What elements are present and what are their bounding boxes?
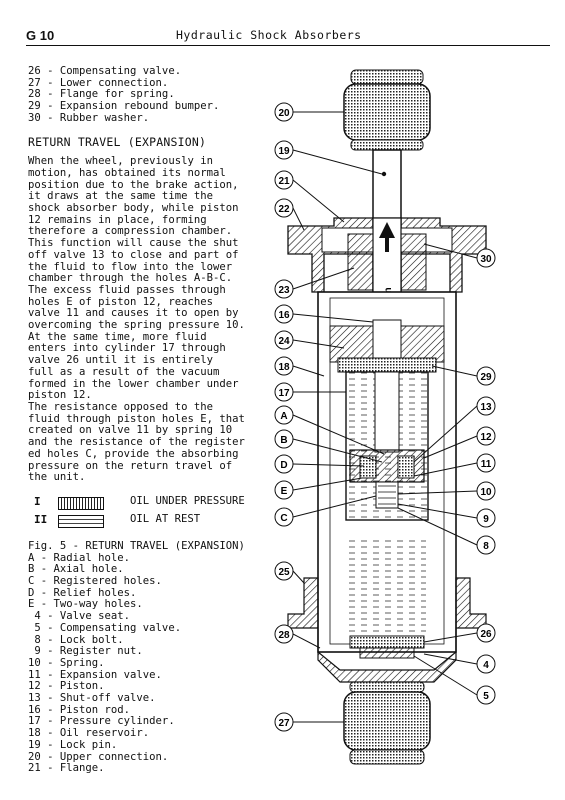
svg-text:19: 19 — [278, 146, 290, 157]
list-item: 16 - Piston rod. — [28, 703, 131, 716]
callout-27 — [275, 713, 344, 731]
shock-absorber-diagram — [264, 58, 554, 778]
upper-connection — [344, 70, 430, 150]
callout-25 — [275, 562, 304, 583]
svg-text:C: C — [280, 513, 288, 524]
rod-guide — [330, 320, 444, 372]
legend-item-pressure — [28, 495, 264, 513]
list-item: 12 - Piston. — [28, 680, 105, 693]
svg-text:16: 16 — [278, 310, 290, 321]
lock-pin — [382, 172, 386, 176]
page-header — [26, 27, 550, 46]
svg-text:26: 26 — [480, 629, 492, 640]
page-number: G 10 — [26, 28, 55, 43]
svg-text:8: 8 — [483, 541, 489, 552]
oil-at-rest — [348, 538, 426, 636]
list-item: 18 - Oil reservoir. — [28, 727, 150, 740]
svg-text:20: 20 — [278, 108, 290, 119]
svg-text:28: 28 — [278, 630, 290, 641]
svg-text:B: B — [280, 435, 288, 446]
page-title: Hydraulic Shock Absorbers — [176, 28, 362, 42]
figure-caption: Fig. 5 - RETURN TRAVEL (EXPANSION) — [28, 539, 245, 552]
callout-18 — [275, 357, 324, 376]
list-item: 17 - Pressure cylinder. — [28, 715, 175, 728]
list-item: 26 - Compensating valve. — [28, 65, 182, 77]
list-item: A - Radial hole. — [28, 551, 131, 564]
svg-text:25: 25 — [278, 567, 290, 578]
key-list — [28, 553, 264, 775]
section-title: RETURN TRAVEL (EXPANSION) — [28, 134, 207, 149]
list-item: D - Relief holes. — [28, 586, 137, 599]
svg-text:4: 4 — [483, 660, 489, 671]
list-item: 21 - Flange. — [28, 762, 105, 775]
list-item: 30 - Rubber washer. — [28, 111, 150, 124]
list-item: B - Axial hole. — [28, 563, 124, 576]
list-item: 5 - Compensating valve. — [28, 621, 182, 634]
legend-label: OIL UNDER PRESSURE — [130, 494, 245, 507]
legend-item-rest — [28, 513, 264, 531]
body-paragraph: When the wheel, previously in motion, has obtained its normal position due to the brake action, it draws at the same time the shock absorber body, while piston 12 remains in place, forming therefore a compression chamber. This function will cause the shut off valve 13 to close and part of the fluid to flow into the lower chamber through the holes A-B-C. The excess fluid passes through holes E of piston 12, reaches valve 11 and causes it to open by overcoming the spring pressure 10. At the same time, more fluid enters into cylinder 17 through valve 26 until it is entirely full as a result of the vacuum formed in the lower chamber under piston 12. The resistance opposed to the fluid through piston holes E, that created on valve 11 by spring 10 and the resistance of the register ed holes C, provide the absorbing pressure on the return travel of the unit. — [28, 155, 245, 484]
svg-text:27: 27 — [278, 718, 290, 729]
legend-label: OIL AT REST — [130, 512, 201, 525]
list-item: 10 - Spring. — [28, 656, 105, 669]
svg-text:22: 22 — [278, 204, 290, 215]
hatch-pressure-swatch — [58, 497, 104, 510]
svg-text:23: 23 — [278, 285, 290, 296]
legend-mark: II — [34, 512, 48, 526]
compensating-valve — [350, 636, 424, 658]
list-item: 19 - Lock pin. — [28, 738, 118, 751]
list-item: 20 - Upper connection. — [28, 750, 169, 763]
list-item: C - Registered holes. — [28, 575, 162, 588]
svg-text:17: 17 — [278, 388, 290, 399]
list-item: E - Two-way holes. — [28, 598, 143, 611]
svg-text:13: 13 — [480, 402, 492, 413]
svg-text:11: 11 — [480, 459, 492, 470]
svg-text:5: 5 — [483, 691, 489, 702]
svg-text:A: A — [280, 411, 288, 422]
list-item: 11 - Expansion valve. — [28, 668, 162, 681]
list-item: 9 - Register nut. — [28, 645, 143, 658]
svg-text:30: 30 — [480, 254, 492, 265]
list-item: 8 - Lock bolt. — [28, 633, 124, 646]
list-item: 28 - Flange for spring. — [28, 88, 175, 101]
svg-text:10: 10 — [480, 487, 492, 498]
list-item: 4 - Valve seat. — [28, 610, 131, 623]
legend — [28, 495, 264, 531]
hatch-rest-swatch — [58, 515, 104, 528]
svg-text:21: 21 — [278, 176, 290, 187]
callout-20 — [275, 103, 344, 121]
svg-text:18: 18 — [278, 362, 290, 373]
legend-mark: I — [34, 494, 41, 508]
text-column — [28, 66, 264, 775]
lower-connection — [344, 682, 430, 764]
svg-text:29: 29 — [480, 372, 492, 383]
list-item: 13 - Shut-off valve. — [28, 692, 156, 705]
list-item: 29 - Expansion rebound bumper. — [28, 100, 220, 113]
svg-text:E: E — [280, 486, 288, 497]
parts-list-continued — [28, 66, 264, 125]
svg-text:24: 24 — [278, 336, 290, 347]
svg-text:9: 9 — [483, 514, 489, 525]
svg-text:D: D — [280, 460, 288, 471]
list-item: 27 - Lower connection. — [28, 76, 169, 89]
svg-text:12: 12 — [480, 432, 492, 443]
